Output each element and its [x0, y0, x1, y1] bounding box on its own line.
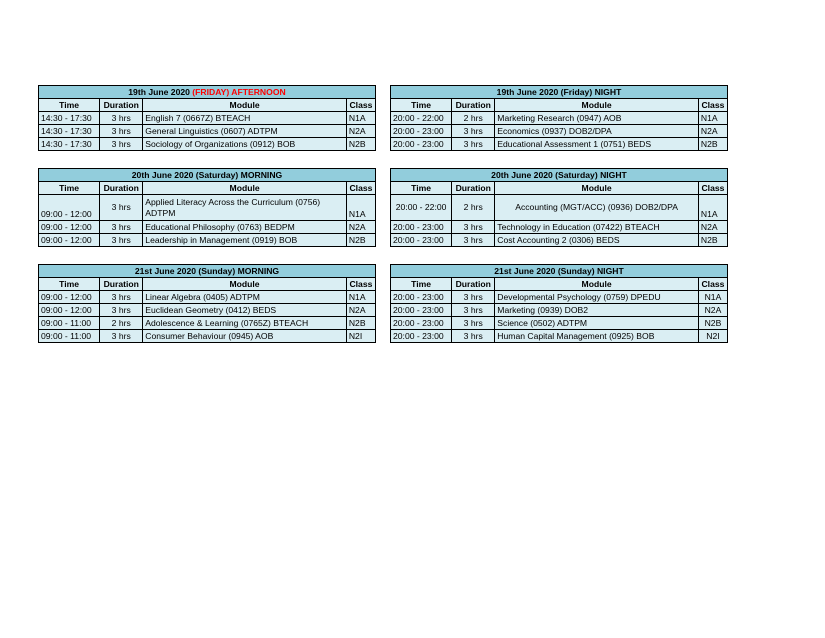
- module-cell: Linear Algebra (0405) ADTPM: [143, 291, 347, 304]
- table-row: [39, 125, 376, 138]
- time-cell: 14:30 - 17:30: [39, 138, 100, 151]
- table-row: [391, 112, 728, 125]
- table-row: [391, 234, 728, 247]
- duration-cell: 2 hrs: [452, 195, 495, 221]
- time-cell: 14:30 - 17:30: [39, 125, 100, 138]
- module-cell: English 7 (0667Z) BTEACH: [143, 112, 347, 125]
- duration-cell: 3 hrs: [100, 195, 143, 221]
- class-cell: N2A: [698, 304, 727, 317]
- schedule-title: 20th June 2020 (Saturday) MORNING: [39, 169, 376, 182]
- table-row: [39, 304, 376, 317]
- duration-cell: 3 hrs: [452, 234, 495, 247]
- duration-cell: 3 hrs: [100, 304, 143, 317]
- schedule-title: 21st June 2020 (Sunday) MORNING: [39, 265, 376, 278]
- table-row: [391, 291, 728, 304]
- col-header-class: Class: [346, 99, 375, 112]
- class-cell: N1A: [346, 291, 375, 304]
- col-header-module: Module: [143, 182, 347, 195]
- col-header-time: Time: [39, 182, 100, 195]
- col-header-module: Module: [495, 182, 699, 195]
- table-row: [391, 125, 728, 138]
- schedule-sun-night: [390, 264, 728, 343]
- duration-cell: 3 hrs: [100, 112, 143, 125]
- table-row: [39, 195, 376, 221]
- table-row: [391, 221, 728, 234]
- time-cell: 20:00 - 22:00: [391, 195, 452, 221]
- schedule-title: 21st June 2020 (Sunday) NIGHT: [391, 265, 728, 278]
- time-cell: 20:00 - 22:00: [391, 112, 452, 125]
- duration-cell: 3 hrs: [452, 304, 495, 317]
- schedule-fri-afternoon: [38, 85, 376, 151]
- class-cell: N2B: [346, 138, 375, 151]
- module-cell: Adolescence & Learning (0765Z) BTEACH: [143, 317, 347, 330]
- class-cell: N2B: [698, 234, 727, 247]
- col-header-class: Class: [698, 99, 727, 112]
- col-header-duration: Duration: [100, 99, 143, 112]
- class-cell: N1A: [346, 112, 375, 125]
- schedule-sat-night: [390, 168, 728, 247]
- module-cell: Marketing (0939) DOB2: [495, 304, 699, 317]
- col-header-module: Module: [495, 278, 699, 291]
- col-header-class: Class: [698, 182, 727, 195]
- duration-cell: 3 hrs: [100, 138, 143, 151]
- duration-cell: 3 hrs: [452, 221, 495, 234]
- duration-cell: 3 hrs: [100, 291, 143, 304]
- time-cell: 20:00 - 23:00: [391, 317, 452, 330]
- schedule-fri-night: [390, 85, 728, 151]
- col-header-time: Time: [391, 99, 452, 112]
- duration-cell: 3 hrs: [452, 125, 495, 138]
- col-header-class: Class: [346, 278, 375, 291]
- col-header-time: Time: [391, 278, 452, 291]
- module-cell: Educational Philosophy (0763) BEDPM: [143, 221, 347, 234]
- class-cell: N1A: [698, 195, 727, 221]
- time-cell: 09:00 - 12:00: [39, 234, 100, 247]
- table-row: [391, 317, 728, 330]
- class-cell: N2B: [698, 138, 727, 151]
- schedule-title: 19th June 2020 (Friday) NIGHT: [391, 86, 728, 99]
- module-cell: Applied Literacy Across the Curriculum (0756) ADTPM: [143, 195, 347, 221]
- class-cell: N2I: [698, 330, 727, 343]
- table-row: [391, 304, 728, 317]
- module-cell: Euclidean Geometry (0412) BEDS: [143, 304, 347, 317]
- duration-cell: 3 hrs: [100, 125, 143, 138]
- class-cell: N2A: [346, 304, 375, 317]
- time-cell: 20:00 - 23:00: [391, 125, 452, 138]
- duration-cell: 3 hrs: [452, 291, 495, 304]
- table-row: [39, 221, 376, 234]
- module-cell: Sociology of Organizations (0912) BOB: [143, 138, 347, 151]
- duration-cell: 3 hrs: [452, 138, 495, 151]
- time-cell: 20:00 - 23:00: [391, 304, 452, 317]
- class-cell: N2A: [346, 221, 375, 234]
- time-cell: 14:30 - 17:30: [39, 112, 100, 125]
- module-cell: Human Capital Management (0925) BOB: [495, 330, 699, 343]
- duration-cell: 3 hrs: [452, 330, 495, 343]
- class-cell: N1A: [346, 195, 375, 221]
- col-header-time: Time: [391, 182, 452, 195]
- col-header-duration: Duration: [452, 278, 495, 291]
- col-header-time: Time: [39, 278, 100, 291]
- module-cell: Technology in Education (07422) BTEACH: [495, 221, 699, 234]
- table-row: [39, 330, 376, 343]
- time-cell: 09:00 - 12:00: [39, 304, 100, 317]
- table-row: [39, 234, 376, 247]
- time-cell: 20:00 - 23:00: [391, 330, 452, 343]
- class-cell: N2I: [346, 330, 375, 343]
- time-cell: 20:00 - 23:00: [391, 221, 452, 234]
- class-cell: N1A: [698, 291, 727, 304]
- col-header-module: Module: [143, 278, 347, 291]
- module-cell: Educational Assessment 1 (0751) BEDS: [495, 138, 699, 151]
- time-cell: 20:00 - 23:00: [391, 234, 452, 247]
- class-cell: N2B: [346, 317, 375, 330]
- module-cell: Economics (0937) DOB2/DPA: [495, 125, 699, 138]
- table-row: [391, 138, 728, 151]
- title-highlight: (FRIDAY) AFTERNOON: [192, 87, 286, 97]
- module-cell: Leadership in Management (0919) BOB: [143, 234, 347, 247]
- table-row: [391, 195, 728, 221]
- time-cell: 09:00 - 12:00: [39, 221, 100, 234]
- time-cell: 09:00 - 12:00: [39, 291, 100, 304]
- col-header-module: Module: [495, 99, 699, 112]
- module-cell: Accounting (MGT/ACC) (0936) DOB2/DPA: [495, 195, 699, 221]
- title-date: 19th June 2020: [128, 87, 190, 97]
- time-cell: 20:00 - 23:00: [391, 138, 452, 151]
- duration-cell: 3 hrs: [100, 234, 143, 247]
- module-cell: Marketing Research (0947) AOB: [495, 112, 699, 125]
- table-row: [39, 138, 376, 151]
- time-cell: 09:00 - 11:00: [39, 317, 100, 330]
- module-cell: General Linguistics (0607) ADTPM: [143, 125, 347, 138]
- class-cell: N2B: [698, 317, 727, 330]
- duration-cell: 2 hrs: [100, 317, 143, 330]
- duration-cell: 3 hrs: [100, 330, 143, 343]
- schedule-sun-morning: [38, 264, 376, 343]
- module-cell: Cost Accounting 2 (0306) BEDS: [495, 234, 699, 247]
- col-header-duration: Duration: [452, 182, 495, 195]
- module-cell: Developmental Psychology (0759) DPEDU: [495, 291, 699, 304]
- col-header-class: Class: [346, 182, 375, 195]
- class-cell: N1A: [698, 112, 727, 125]
- table-row: [391, 330, 728, 343]
- table-row: [39, 291, 376, 304]
- table-row: [39, 317, 376, 330]
- col-header-duration: Duration: [452, 99, 495, 112]
- schedule-sat-morning: [38, 168, 376, 247]
- time-cell: 09:00 - 11:00: [39, 330, 100, 343]
- class-cell: N2B: [346, 234, 375, 247]
- time-cell: 20:00 - 23:00: [391, 291, 452, 304]
- col-header-module: Module: [143, 99, 347, 112]
- col-header-duration: Duration: [100, 182, 143, 195]
- time-cell: 09:00 - 12:00: [39, 195, 100, 221]
- duration-cell: 3 hrs: [100, 221, 143, 234]
- duration-cell: 3 hrs: [452, 317, 495, 330]
- col-header-time: Time: [39, 99, 100, 112]
- col-header-duration: Duration: [100, 278, 143, 291]
- schedule-title: 20th June 2020 (Saturday) NIGHT: [391, 169, 728, 182]
- duration-cell: 2 hrs: [452, 112, 495, 125]
- col-header-class: Class: [698, 278, 727, 291]
- class-cell: N2A: [698, 125, 727, 138]
- module-cell: Consumer Behaviour (0945) AOB: [143, 330, 347, 343]
- class-cell: N2A: [346, 125, 375, 138]
- module-cell: Science (0502) ADTPM: [495, 317, 699, 330]
- schedule-title: [39, 86, 376, 99]
- table-row: [39, 112, 376, 125]
- class-cell: N2A: [698, 221, 727, 234]
